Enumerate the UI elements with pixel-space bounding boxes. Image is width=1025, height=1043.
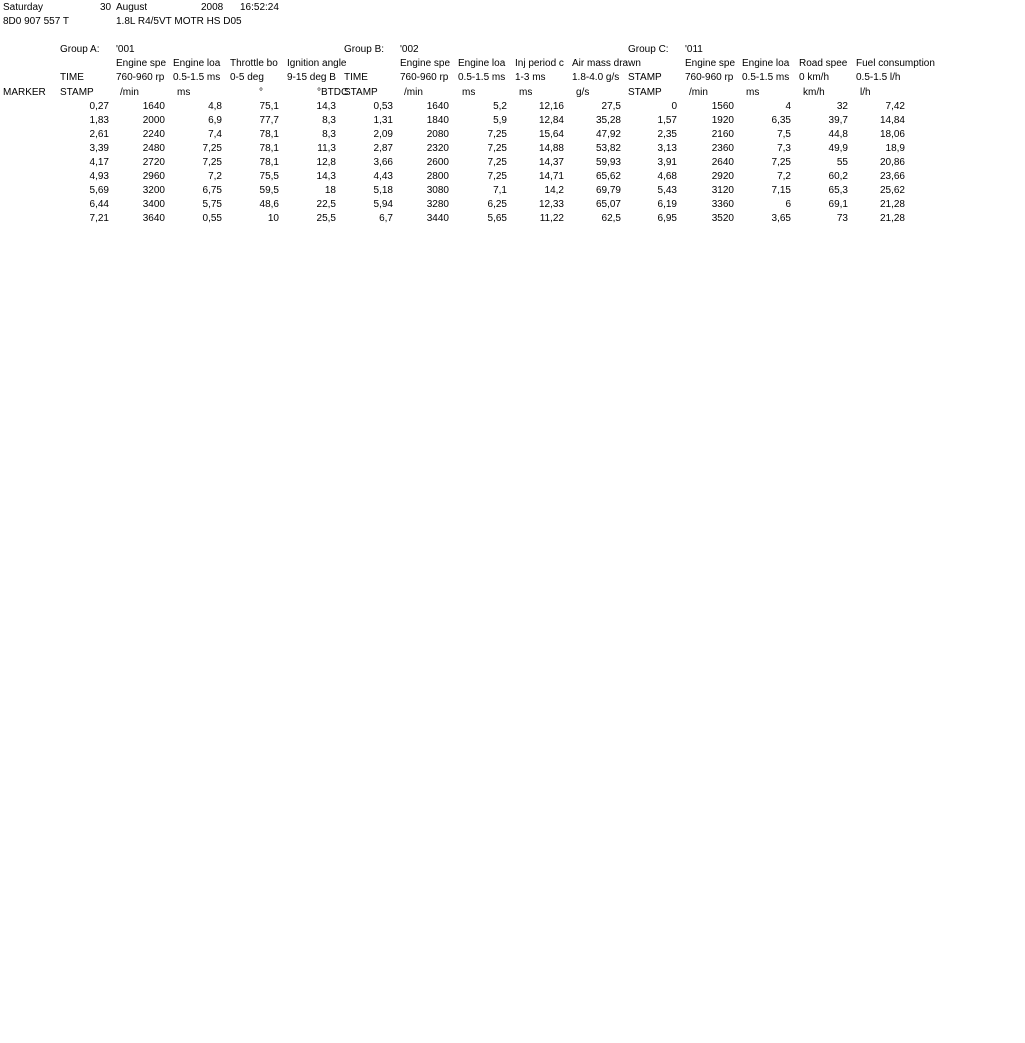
table-cell: 2800 (426, 171, 449, 182)
table-cell: 7,25 (771, 157, 791, 168)
part-number-cell: 8D0 907 557 T (3, 16, 69, 27)
time-label-a: TIME (60, 72, 84, 83)
table-cell: 22,5 (316, 199, 336, 210)
table-cell: 2000 (142, 115, 165, 126)
table-cell: 65,62 (595, 171, 621, 182)
table-cell: 7,25 (202, 143, 222, 154)
table-cell: 55 (836, 157, 848, 168)
table-cell: 0,55 (202, 213, 222, 224)
column-range: 0.5-1.5 l/h (856, 72, 901, 83)
column-header: Throttle bo (230, 58, 278, 69)
column-unit: °BTDC (317, 87, 349, 98)
table-cell: 0,53 (373, 101, 393, 112)
table-cell: 3,66 (373, 157, 393, 168)
table-cell: 14,3 (316, 101, 336, 112)
column-unit: /min (120, 87, 139, 98)
table-cell: 32 (836, 101, 848, 112)
group-a-code: '001 (116, 44, 135, 55)
table-cell: 12,16 (538, 101, 564, 112)
table-cell: 14,37 (538, 157, 564, 168)
table-cell: 6,44 (89, 199, 109, 210)
table-cell: 69,1 (828, 199, 848, 210)
table-cell: 6,75 (202, 185, 222, 196)
table-cell: 5,9 (493, 115, 507, 126)
table-cell: 7,25 (487, 157, 507, 168)
table-cell: 3120 (711, 185, 734, 196)
table-cell: 11,3 (317, 143, 336, 154)
table-cell: 7,25 (202, 157, 222, 168)
column-range: 0.5-1.5 ms (173, 72, 221, 83)
table-cell: 25,5 (316, 213, 336, 224)
table-cell: 3440 (426, 213, 449, 224)
table-cell: 2960 (142, 171, 165, 182)
table-cell: 7,3 (777, 143, 791, 154)
table-cell: 18,06 (879, 129, 905, 140)
table-cell: 7,1 (493, 185, 507, 196)
table-cell: 7,15 (771, 185, 791, 196)
column-header: Engine loa (173, 58, 221, 69)
table-cell: 0,27 (89, 101, 109, 112)
column-header: Engine spe (685, 58, 736, 69)
table-cell: 4,68 (657, 171, 677, 182)
stamp-label-a: STAMP (60, 87, 94, 98)
table-cell: 59,93 (595, 157, 621, 168)
table-cell: 7,25 (487, 129, 507, 140)
table-cell: 2360 (711, 143, 734, 154)
table-cell: 2,35 (657, 129, 677, 140)
table-cell: 18,9 (885, 143, 905, 154)
table-cell: 3200 (142, 185, 165, 196)
column-header: Engine spe (116, 58, 167, 69)
table-cell: 5,75 (202, 199, 222, 210)
table-cell: 77,7 (259, 115, 279, 126)
table-cell: 7,25 (487, 143, 507, 154)
column-unit: ms (746, 87, 760, 98)
column-unit: g/s (576, 87, 590, 98)
table-cell: 53,82 (595, 143, 621, 154)
table-cell: 2720 (142, 157, 165, 168)
table-cell: 3280 (426, 199, 449, 210)
table-cell: 73 (836, 213, 848, 224)
table-cell: 21,28 (879, 199, 905, 210)
column-range: 0.5-1.5 ms (742, 72, 790, 83)
table-cell: 75,1 (259, 101, 279, 112)
column-unit: ° (259, 87, 263, 98)
table-cell: 7,2 (208, 171, 222, 182)
table-cell: 47,92 (595, 129, 621, 140)
table-cell: 5,69 (89, 185, 109, 196)
table-cell: 2480 (142, 143, 165, 154)
column-unit: l/h (860, 87, 871, 98)
table-cell: 2,61 (89, 129, 109, 140)
table-cell: 2080 (426, 129, 449, 140)
table-cell: 3520 (711, 213, 734, 224)
table-cell: 2600 (426, 157, 449, 168)
table-cell: 78,1 (259, 143, 279, 154)
column-unit: ms (177, 87, 191, 98)
column-range: 1-3 ms (515, 72, 546, 83)
column-range: 760-960 rp (685, 72, 734, 83)
table-cell: 27,5 (601, 101, 621, 112)
table-cell: 5,43 (657, 185, 677, 196)
table-cell: 8,3 (322, 115, 336, 126)
table-cell: 3,13 (657, 143, 677, 154)
column-header: Inj period c (515, 58, 564, 69)
table-cell: 5,94 (373, 199, 393, 210)
stamp-label-c: STAMP (628, 87, 662, 98)
table-cell: 12,33 (538, 199, 564, 210)
column-range: 0 km/h (799, 72, 830, 83)
table-cell: 2,87 (373, 143, 393, 154)
marker-label: MARKER (3, 87, 46, 98)
table-cell: 7,4 (208, 129, 222, 140)
group-a-label: Group A: (60, 44, 100, 55)
day-cell: Saturday (3, 2, 44, 13)
column-header: Road spee (799, 58, 848, 69)
column-header: Engine loa (458, 58, 506, 69)
column-unit: ms (519, 87, 533, 98)
table-cell: 78,1 (259, 129, 279, 140)
table-cell: 11,22 (539, 213, 564, 224)
table-cell: 1640 (426, 101, 449, 112)
column-header: Fuel consumption (856, 58, 935, 69)
table-cell: 2320 (426, 143, 449, 154)
table-cell: 6,19 (657, 199, 677, 210)
column-header: Engine loa (742, 58, 790, 69)
table-cell: 14,88 (538, 143, 564, 154)
table-cell: 18 (324, 185, 336, 196)
table-cell: 1920 (711, 115, 734, 126)
table-cell: 4,43 (373, 171, 393, 182)
table-cell: 3,39 (89, 143, 109, 154)
table-cell: 7,42 (885, 101, 905, 112)
table-cell: 48,6 (259, 199, 279, 210)
table-cell: 14,84 (879, 115, 905, 126)
group-b-code: '002 (400, 44, 419, 55)
engine-desc-cell: 1.8L R4/5VT MOTR HS D05 (116, 16, 242, 27)
table-cell: 7,2 (777, 171, 791, 182)
table-cell: 3080 (426, 185, 449, 196)
table-cell: 2640 (711, 157, 734, 168)
table-cell: 3,91 (657, 157, 677, 168)
table-cell: 7,25 (487, 171, 507, 182)
table-cell: 12,84 (538, 115, 564, 126)
column-unit: ms (462, 87, 476, 98)
column-header: Ignition angle (287, 58, 347, 69)
date-day-cell: 30 (100, 2, 112, 13)
table-cell: 2160 (711, 129, 734, 140)
table-cell: 4 (785, 101, 791, 112)
table-cell: 3,65 (771, 213, 791, 224)
table-cell: 5,18 (373, 185, 393, 196)
table-cell: 69,79 (595, 185, 621, 196)
date-year-cell: 2008 (201, 2, 224, 13)
table-cell: 14,2 (544, 185, 564, 196)
table-cell: 1,83 (89, 115, 109, 126)
table-cell: 3400 (142, 199, 165, 210)
column-range: 0.5-1.5 ms (458, 72, 506, 83)
table-cell: 6,35 (771, 115, 791, 126)
table-cell: 1,57 (657, 115, 677, 126)
table-cell: 2240 (142, 129, 165, 140)
group-b-label: Group B: (344, 44, 385, 55)
table-cell: 62,5 (601, 213, 621, 224)
column-header: Air mass drawn (572, 58, 641, 69)
table-cell: 2,09 (373, 129, 393, 140)
table-cell: 44,8 (828, 129, 848, 140)
table-cell: 75,5 (259, 171, 279, 182)
stamp-label-c-top: STAMP (628, 72, 662, 83)
table-cell: 4,17 (89, 157, 109, 168)
group-c-code: '011 (685, 44, 703, 55)
table-cell: 15,64 (538, 129, 564, 140)
column-unit: /min (689, 87, 708, 98)
table-cell: 12,8 (316, 157, 336, 168)
table-cell: 65,3 (828, 185, 848, 196)
table-cell: 39,7 (828, 115, 848, 126)
table-cell: 4,8 (208, 101, 222, 112)
table-cell: 3640 (142, 213, 165, 224)
stamp-label-b: STAMP (344, 87, 378, 98)
table-cell: 6,9 (208, 115, 222, 126)
table-cell: 3360 (711, 199, 734, 210)
table-cell: 59,5 (259, 185, 279, 196)
table-cell: 4,93 (89, 171, 109, 182)
table-cell: 7,21 (89, 213, 109, 224)
table-cell: 1840 (426, 115, 449, 126)
table-cell: 6,7 (379, 213, 393, 224)
table-cell: 10 (267, 213, 279, 224)
table-cell: 35,28 (595, 115, 621, 126)
table-cell: 0 (671, 101, 677, 112)
table-cell: 14,71 (538, 171, 564, 182)
table-cell: 21,28 (879, 213, 905, 224)
table-cell: 8,3 (322, 129, 336, 140)
table-cell: 1560 (711, 101, 734, 112)
table-cell: 65,07 (595, 199, 621, 210)
column-unit: km/h (803, 87, 825, 98)
group-c-label: Group C: (628, 44, 669, 55)
table-cell: 2920 (711, 171, 734, 182)
table-cell: 6 (785, 199, 791, 210)
table-cell: 20,86 (879, 157, 905, 168)
column-range: 1.8-4.0 g/s (572, 72, 620, 83)
column-range: 760-960 rp (400, 72, 449, 83)
column-range: 760-960 rp (116, 72, 165, 83)
table-cell: 7,5 (777, 129, 791, 140)
column-unit: /min (404, 87, 423, 98)
column-range: 9-15 deg B (287, 72, 336, 83)
table-cell: 6,25 (487, 199, 507, 210)
table-cell: 5,65 (487, 213, 507, 224)
table-cell: 78,1 (259, 157, 279, 168)
time-cell: 16:52:24 (240, 2, 279, 13)
table-cell: 49,9 (828, 143, 848, 154)
time-label-b: TIME (344, 72, 368, 83)
table-cell: 6,95 (657, 213, 677, 224)
table-cell: 14,3 (316, 171, 336, 182)
table-cell: 1640 (142, 101, 165, 112)
column-header: Engine spe (400, 58, 451, 69)
table-cell: 60,2 (828, 171, 848, 182)
table-cell: 1,31 (373, 115, 393, 126)
table-cell: 5,2 (493, 101, 507, 112)
table-cell: 23,66 (879, 171, 905, 182)
date-month-cell: August (116, 2, 148, 13)
table-cell: 25,62 (879, 185, 905, 196)
column-range: 0-5 deg (230, 72, 264, 83)
